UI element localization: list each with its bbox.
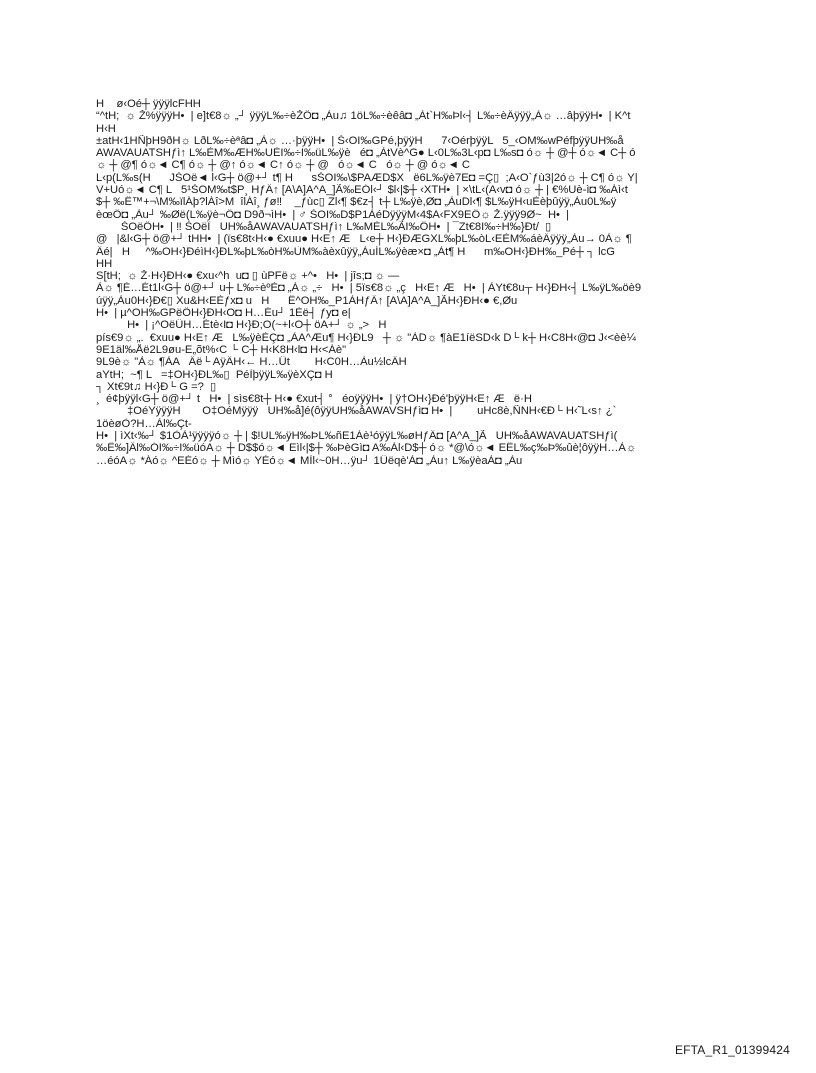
text-line: ☼ ┼ @¶ ó☼◄ C¶ ó☼ ┼ @↑ ó☼◄ C↑ ó☼ ┼ @ ó☼◄ C ó☼ ┼ @ ó☼◄ C <box>96 159 471 172</box>
text-line: aYtH; ~¶ L =‡OH‹}ÐL‰▯ PéÌþÿÿL‰ÿèXÇ◘ H <box>96 368 333 381</box>
text-line: À☼ ¶È…Ét1l‹G┼ ö@+┘ u┼ L‰÷èºÈ◘ „À☼ „÷ H• | 5ïs€8☼ „ç H‹E↑ Æ H• | ÀYt€8u┬ H‹}ÐH‹┤ L‰ÿL‰öè9 <box>96 282 642 295</box>
text-line: H ø‹Oé┼ ÿÿÿlcFHH <box>96 98 201 110</box>
text-line: 9L9è☼ "À☼ ¶ÀA Äë└ AÿÄH‹← H…Ût H‹C0H…Àu½lcÄH <box>96 356 407 369</box>
text-line: V+Uó☼◄ C¶ L 5¹ŠOM‰t$P¸ HƒÄ↑ [A\A]A^A_]Ã‰EÓl‹┘ $l‹|$┼ ‹XTH• | ×\tL‹(A‹v◘ ó☼ ┼ | €%Uè-ì◘ ‰Áì‹t <box>96 184 628 197</box>
bates-number: EFTA_R1_01399424 <box>674 1043 790 1057</box>
text-line: H• | ìXt‹‰┘ $1ÒÀ¹ÿÿÿÿó☼ ┼ | $!UL‰ÿH‰ÞL‰ñE1Àè¹óÿÿL‰øHƒÄ◘ [A^A_]Ã UH‰åAWAVAUATSHƒì( <box>96 430 618 443</box>
text-line: AWAVAUATSHƒì↑ L‰ÈM‰ÆH‰UÈI‰÷I‰üL‰ÿè é◘ „ÀtVè^G● L‹0L‰3L‹p◘ L‰s◘ ó☼ ┼ @┼ ó☼◄ C┼ ó <box>96 147 636 160</box>
text-line: …éóA☼ *Áó☼ ^EÈó☼ ┼ Mìó☼ YÈó☼◄ MÌl‹~0H…ÿu┘ 1Ûëqè'À◘ „Àu↑ L‰ÿèaÀ◘ „Àu <box>96 454 523 467</box>
text-line: @ |&l‹G┼ ö@+┘ tHH• | (ïs€8t‹H‹● €xuu● H‹E↑ Æ L‹e┼ H‹}ÐÆGXL‰þL‰òL‹EÈM‰áèÄÿÿÿ„Àu→ 0À☼ ¶ <box>96 233 632 246</box>
text-line: ‰Ë‰]Äl‰ÓI‰÷I‰üóA☼ ┼ D$$ó☼◄ Eìl‹|$┼ ‰ÞèGì◘ A‰Ál‹D$┼ ó☼ *@\ó☼◄ EËL‰ç‰Þ‰ûè¦ôÿÿH…À☼ <box>96 442 637 455</box>
text-line: ŠOëÖH• | ‼ ŠOëÏ UH‰åAWAVAUATSHƒì↑ L‰MÈL‰ÃI‰ÖH• | ¯Zt€8I‰÷H‰}Ðt/ ▯ <box>96 220 552 233</box>
text-line: èœÖ◘ „Àu┘ ‰Øë(L‰ÿè¬Ö◘ D9ð¬ìH• | ♂ ŠOI‰D$P1ÀéDÿÿÿM‹4$A‹FX9EÔ☼ Ž.ÿÿÿ9Ø~ H• | <box>96 208 570 221</box>
text-line: H‹H <box>96 122 116 135</box>
text-line: L‹p(L‰s(H JŠOë◄ l‹G┼ ö@+┘ t¶ H sŠOI‰\$PAÆD$X ë6L‰ÿè7E◘ =Ç▯ ;A‹O`ƒù3|2ó☼ ┼ C¶ ó☼ Y| <box>96 171 638 184</box>
text-line: 1öèøÒ?H…Àl‰Çt- <box>96 417 192 430</box>
text-line: $┼ ‰Ë™+¬\M‰ïlÁþ?lÁî>M îlÁî¸ ƒø‼ _ƒùc▯ Zl‹¶ $€z┤ t┼ L‰ÿè,Ø◘ „ÀuDl‹¶ $L‰ÿH‹uÈèþûÿÿ„Àu0L‰ÿ <box>96 196 617 209</box>
text-line: ±atH‹1HÑþH9ðH☼ LðL‰÷èªâ◘ „À☼ …·þÿÿH• | Š‹OI‰GPé,þÿÿH 7‹OérþÿÿL 5_‹OM‰wPéfþÿÿUH‰å <box>96 134 624 147</box>
text-line: ┐ Xt€9t♫ H‹}Ð└ G =? ▯ <box>96 380 217 393</box>
text-line: “^tH; ☼ Ž%ÿÿÿH• | e]t€8☼ „┘ ÿÿÿL‰÷èŽÖ◘ „Àu♫ 1öL‰÷èêâ◘ „Àt`H‰Þl‹┤ L‰÷èÄÿÿÿ„À☼ …âþÿÿH• | K^t <box>96 110 631 123</box>
text-line: ¸ é¢þÿÿl‹G┼ ö@+┘ t H• | sìs€8t┼ H‹● €xut┤ ° éoÿÿÿH• | ÿ†OH‹}Ðé'þÿÿH‹E↑ Æ ë·H <box>96 393 532 406</box>
text-line: S[tH; ☼ Ž·H‹}ÐH‹● €xu‹^h u◘ ▯ ùPFë☼ +^• H• | jîs;◘ ☼ — <box>96 270 400 283</box>
text-line: pís€9☼ „. €xuu● H‹E↑ Æ L‰ÿèÈÇ◘ „ÀA^Æu¶ H‹}ÐL9 ┼ ☼ "ÀD☼ ¶àE1íëSD‹k D└ k┼ H‹C8H‹@◘ J‹<èè¼ <box>96 331 636 344</box>
text-line: HH <box>96 257 113 270</box>
text-line: ‡OéYÿÿÿH O‡OéMÿÿÿ UH‰å]é(ôÿÿUH‰åAWAVSHƒì◘ H• | uHc8è,ÑNH‹€Ð└ H‹˜L‹s↑ ¿` <box>96 405 617 418</box>
text-line: Äé| H ^‰OH‹}ÐéìH‹}ÐL‰þL‰òH‰ÙM‰àèxûÿÿ„ÀuÍL‰ÿèæ×◘ „Àt¶ H m‰OH‹}ÐH‰_Pé┼ ┐ lcG <box>96 245 615 258</box>
text-line: H• | µ^OH‰GPëÖH‹}ÐH‹O◘ H…Éu┘ 1Èë┤ ƒy◘ e| <box>96 307 351 320</box>
text-line: 9E1äl‰Åë2L9øu-E„õt%‹C └ C┼ H‹K8H‹l◘ H‹<Áè" <box>96 343 347 356</box>
text-line: úÿÿ„Àu0H‹}Ð€▯ Xu&H‹EÈƒx◘ u H Ë^OH‰_P1ÀHƒÄ↑ [A\A]A^A_]ÃH‹}ÐH‹● €,Øu <box>96 294 518 307</box>
garbled-text-block <box>96 98 798 467</box>
text-line: H• | ¡^OëÜH…Étè‹I◘ H‹}Ð;O(~+l‹O┼ öA+┘ ☼ „> H <box>96 319 387 332</box>
